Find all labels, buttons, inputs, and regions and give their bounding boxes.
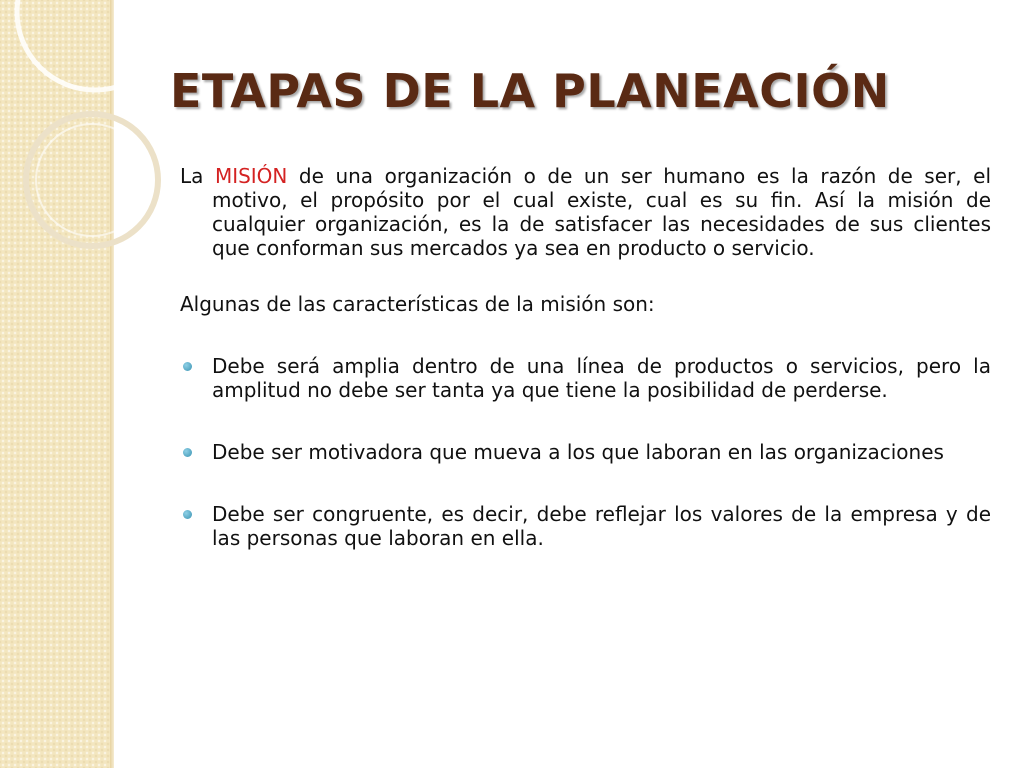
bullet-text: Debe será amplia dentro de una línea de productos o servicios, pero la amplitud no debe ser tanta ya que tiene la posibilidad de perderse. [212,354,991,402]
bullet-icon [183,362,192,371]
bullet-text: Debe ser congruente, es decir, debe reflejar los valores de la empresa y de las personas que laboran en ella. [212,502,991,550]
list-item [180,502,991,550]
characteristics-lead: Algunas de las características de la misión son: [180,292,655,316]
mission-keyword: MISIÓN [214,164,288,188]
mission-definition [180,164,991,260]
list-item [180,440,991,464]
decorative-ring-middle [26,114,158,246]
slide-title: ETAPAS DE LA PLANEACIÓN [170,64,890,118]
bullet-icon [183,510,192,519]
bullet-icon [183,448,192,457]
decorative-ring-top [17,0,173,90]
characteristics-list [180,354,991,550]
list-item [180,354,991,402]
decorative-rings [0,0,140,260]
slide-body [180,164,991,588]
decorative-ring-inner [36,124,148,236]
intro-text: de una organización o de un ser humano es la razón de ser, el motivo, el propósito por el cual existe, cual es su fin. Así la misión de cualquier organización, es la de satisfacer las necesidades de sus clientes que conforman sus mercados ya sea en producto o servicio. [212,164,992,260]
intro-prefix: La [180,164,215,188]
bullet-text: Debe ser motivadora que mueva a los que laboran en las organizaciones [212,440,944,464]
